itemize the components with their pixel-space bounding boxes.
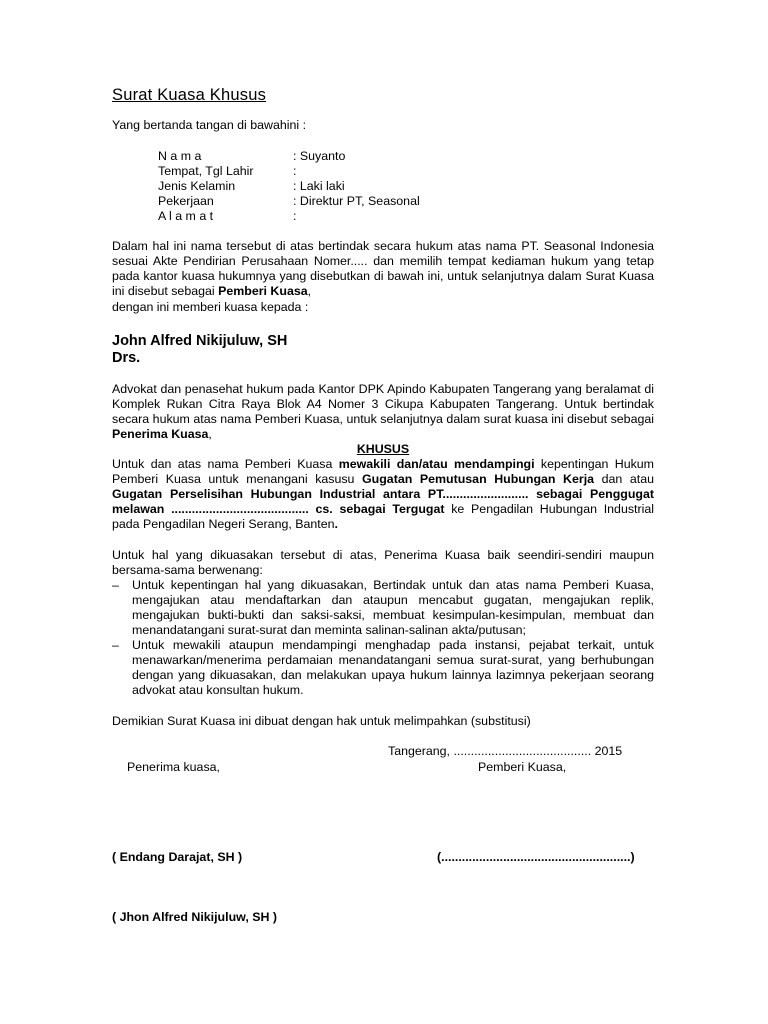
paragraph-grantor [112,239,654,299]
receiver-label: Penerima kuasa, [127,760,220,774]
field-label-jenis-kelamin: Jenis Kelamin [158,179,236,193]
recipient-name: John Alfred Nikijuluw, SH [112,333,288,349]
signature-receiver-1: ( Endang Darajat, SH ) [112,850,243,864]
intro-text: Yang bertanda tangan di bawahini : [112,118,307,132]
mandate-text-3: dan atau [594,472,654,486]
mandate-text-2: kepentingan Hukum Pemberi Kuasa untuk menangani kasusu [112,457,654,486]
closing-statement: Demikian Surat Kuasa ini dibuat dengan hak untuk melimpahkan (substitusi) [112,714,531,728]
list-item-text: Untuk mewakili ataupun mendampingi menghadap pada instansi, pejabat terkait, untuk menawarkan/menerima perdamaian menandatangani semua surat-surat, yang berhubungan dengan yang dikuasakan, dan melakukan upaya hukum lainnya lazimnya pekerjaan seorang advokat atau konsultan hukum. [132,638,654,697]
paragraph-mandate [112,457,654,532]
paragraph-recipient-text: Advokat dan penasehat hukum pada Kantor DPK Apindo Kabupaten Tangerang yang beralamat di Komplek Rukan Citra Raya Blok A4 Nomer 3 Cikupa Kabupaten Tangerang. Untuk bertindak secara hukum atas nama Pemberi Kuasa, untuk selanjutnya dalam surat kuasa ini disebut sebagai [112,382,654,426]
paragraph-recipient [112,382,654,442]
mandate-text-4: ke Pengadilan Hubungan Industrial pada Pengadilan Negeri Serang, Banten [112,502,654,531]
paragraph-grantor-end: , [307,284,312,298]
mandate-bold-4: . [334,517,338,531]
khusus-heading: KHUSUS [356,442,410,456]
recipient-term: Penerima Kuasa [112,427,209,441]
mandate-text-1: Untuk dan atas nama Pemberi Kuasa [112,457,339,471]
dash-bullet: – [112,578,119,592]
signature-receiver-2: ( Jhon Alfred Nikijuluw, SH ) [112,910,277,924]
signature-giver: (.......................................................) [437,850,635,864]
dash-bullet: – [112,638,119,652]
mandate-bold-3: Gugatan Perselisihan Hubungan Industrial antara PT......................... sebagai Penggugat melawan ........................................ cs. sebagai Tergugat [112,487,654,516]
recipient-title: Drs. [112,350,141,366]
paragraph-authority: Untuk hal yang dikuasakan tersebut di atas, Penerima Kuasa baik seendiri-sendiri maupun bersama-sama berwenang: [112,548,654,577]
field-label-alamat: A l a m a t [158,209,214,223]
paragraph-recipient-end: , [208,427,212,441]
field-value-alamat: : [293,209,297,223]
paragraph-grant-line: dengan ini memberi kuasa kepada : [112,300,309,314]
document-title: Surat Kuasa Khusus [112,86,267,104]
field-label-pekerjaan: Pekerjaan [158,194,214,208]
field-value-nama: : Suyanto [293,149,346,163]
mandate-bold-2: Gugatan Pemutusan Hubungan Kerja [362,472,595,486]
field-label-nama: N a m a [158,149,202,163]
place-date: Tangerang, ........................................ 2015 [388,744,623,758]
field-value-pekerjaan: : Direktur PT, Seasonal [293,194,420,208]
giver-label: Pemberi Kuasa, [478,760,567,774]
grantor-term: Pemberi Kuasa [218,284,308,298]
field-value-tempat-tgl-lahir: : [293,164,297,178]
list-item [112,638,654,698]
field-value-jenis-kelamin: : Laki laki [293,179,345,193]
field-label-tempat-tgl-lahir: Tempat, Tgl Lahir [158,164,254,178]
mandate-bold-1: mewakili dan/atau mendampingi [338,457,535,471]
list-item [112,578,654,638]
paragraph-grantor-text: Dalam hal ini nama tersebut di atas bertindak secara hukum atas nama PT. Seasonal Indonesia sesuai Akte Pendirian Perusahaan Nomer..... dan memilih tempat kediaman hukum yang tetap pada kantor kuasa hukumnya yang disebutkan di bawah ini, untuk selanjutnya dalam Surat Kuasa ini disebut sebagai [112,239,654,298]
list-item-text: Untuk kepentingan hal yang dikuasakan, Bertindak untuk dan atas nama Pemberi Kuasa, mengajukan atau mendaftarkan dan ataupun mencabut gugatan, mengajukan replik, mengajukan bukti-bukti dan saksi-saksi, membuat kesimpulan-kesimpulan, membuat dan menandatangani surat-surat dan meminta salinan-salinan akta/putusan; [132,578,654,637]
